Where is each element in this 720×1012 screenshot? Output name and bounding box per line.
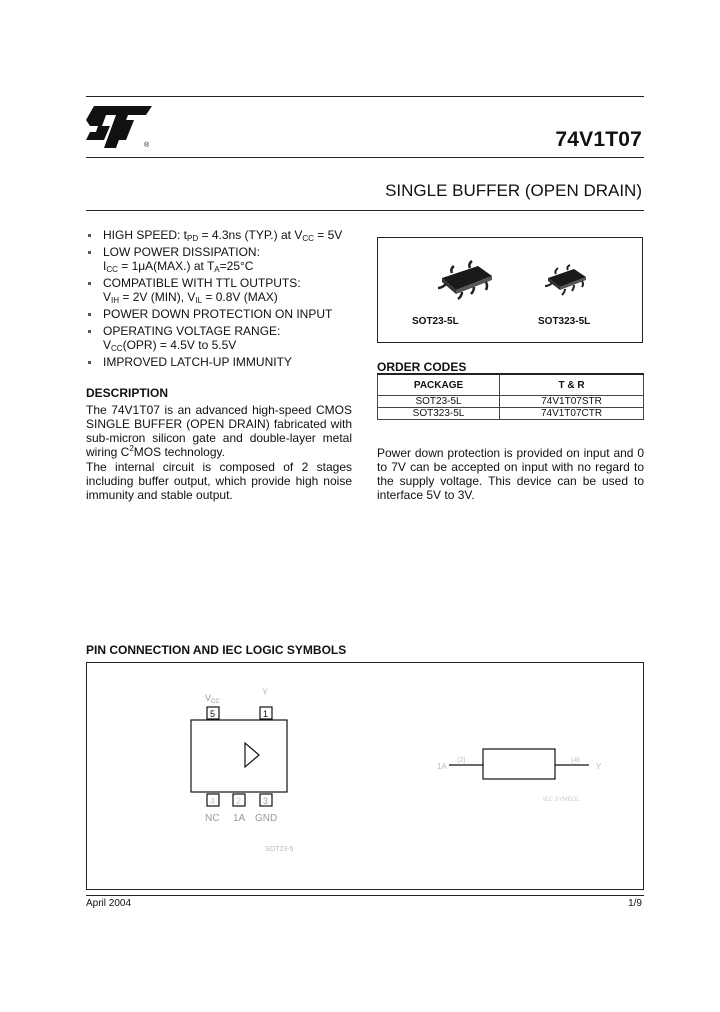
table-row: [378, 408, 644, 420]
a-label: 1A: [233, 813, 246, 824]
pin-5-number: 5: [210, 709, 216, 719]
footer-page-number: 1/9: [628, 898, 642, 909]
table-cell: SOT323-5L: [378, 408, 500, 420]
feature-item: HIGH SPEED: $t_{PD} = 4.3ns$ (TYP.) at $V_{CC} = 5V$: [86, 228, 356, 242]
pin-diagram: [87, 663, 643, 889]
iec-input-pin: (2): [457, 757, 466, 764]
description-paragraph-2: The internal circuit is composed of 2 stages including buffer output, which provide high noise immunity and stable output.: [86, 460, 352, 502]
iec-output-pin: (4): [571, 757, 580, 764]
nc-label: NC: [205, 813, 220, 824]
order-codes-title: ORDER CODES: [377, 360, 467, 374]
footer-date: April 2004: [86, 898, 132, 909]
pin-1-number: 1: [263, 709, 269, 719]
vcc-label: $V_{CC}$: [205, 693, 220, 705]
feature-item: IMPROVED LATCH-UP IMMUNITY: [86, 355, 356, 369]
table-cell: 74V1T07STR: [500, 396, 644, 408]
sot323-package-image: [538, 264, 594, 298]
gnd-label: GND: [255, 813, 278, 824]
sot23-package-image: [430, 260, 500, 300]
pin-4-number: 4: [210, 796, 216, 806]
subtitle-rule: [86, 210, 644, 211]
feature-item: LOW POWER DISSIPATION: $I_{CC} = 1\mu A(MAX.)$ at $T_A=25^\circ C$: [86, 245, 356, 273]
description-paragraph-1: The 74V1T07 is an advanced high-speed CMOS SINGLE BUFFER (OPEN DRAIN) fabricated with sub-micron silicon gate and double-layer metal wiring $C^2MOS$ technology.: [86, 403, 352, 459]
package-illustration-box: [377, 237, 643, 343]
table-row: [378, 396, 644, 408]
pinout-caption: SOT23-5: [265, 846, 294, 853]
column-header: T & R: [500, 374, 644, 396]
column-header: PACKAGE: [378, 374, 500, 396]
feature-item: OPERATING VOLTAGE RANGE: $V_{CC}(OPR) = 4.5V$ to 5.5V: [86, 324, 356, 352]
iec-input-label: 1A: [437, 762, 447, 771]
document-subtitle: SINGLE BUFFER (OPEN DRAIN): [385, 181, 642, 200]
header-rule: [86, 157, 644, 158]
table-header-row: [378, 374, 644, 396]
description-title: DESCRIPTION: [86, 386, 169, 400]
sot323-label: SOT323-5L: [538, 316, 591, 327]
iec-caption: IEC SYMBOL: [543, 797, 580, 803]
feature-list: [86, 228, 356, 372]
table-cell: SOT23-5L: [378, 396, 500, 408]
st-logo: [86, 106, 154, 150]
pin-3-number: 3: [263, 796, 269, 806]
top-rule: [86, 96, 644, 97]
sot23-label: SOT23-5L: [412, 316, 459, 327]
iec-output-label: Y: [596, 762, 602, 771]
footer-rule: [86, 895, 644, 896]
protection-paragraph: Power down protection is provided on input and 0 to 7V can be accepted on input with no regard to the supply voltage. This device can be used to interface 5V to 3V.: [377, 446, 644, 502]
order-codes-table: [377, 373, 644, 420]
pin-2-number: 2: [236, 796, 242, 806]
feature-item: POWER DOWN PROTECTION ON INPUT: [86, 307, 356, 321]
table-cell: 74V1T07CTR: [500, 408, 644, 420]
pin-connection-diagram-box: [86, 662, 644, 890]
pin-connection-title: PIN CONNECTION AND IEC LOGIC SYMBOLS: [86, 643, 347, 657]
feature-item: COMPATIBLE WITH TTL OUTPUTS: $V_{IH} = 2V$ (MIN), $V_{IL} = 0.8V$ (MAX): [86, 276, 356, 304]
part-number: 74V1T07: [555, 128, 642, 151]
y-top-label: Y: [262, 687, 269, 697]
svg-text:®: ®: [144, 142, 150, 149]
